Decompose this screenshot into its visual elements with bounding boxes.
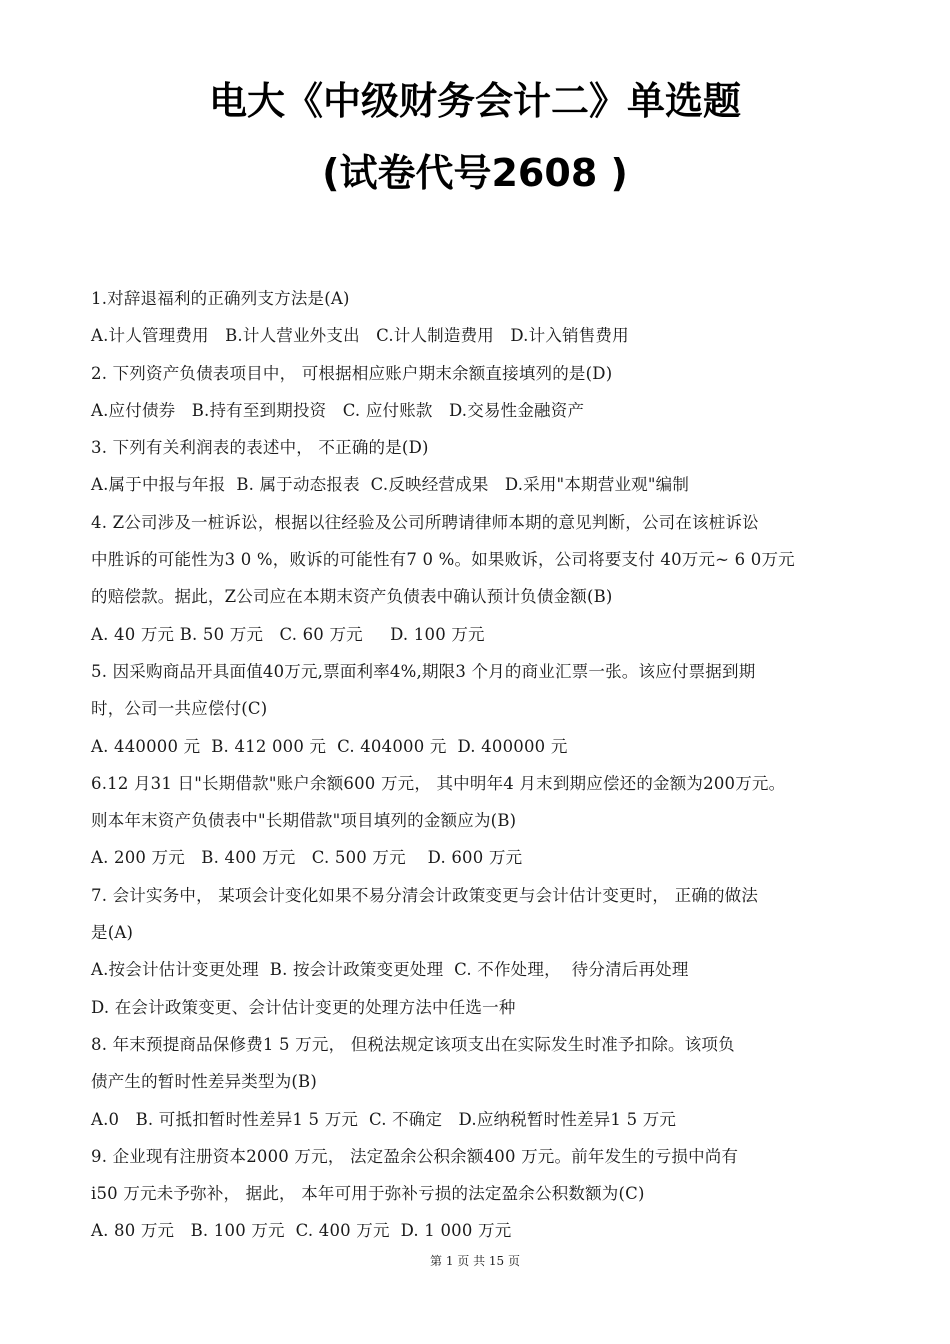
text-line: A.按会计估计变更处理 B. 按会计政策变更处理 C. 不作处理， 待分清后再处理 <box>91 960 689 980</box>
text-line: A. 440000 元 B. 412 000 元 C. 404000 元 D. 400000 元 <box>91 736 568 756</box>
text-line: A. 80 万元 B. 100 万元 C. 400 万元 D. 1 000 万元 <box>91 1221 512 1241</box>
text-line: 中胜诉的可能性为3 0 %，败诉的可能性有7 0 %。如果败诉，公司将要支付 40万元~ 6 0万元 <box>91 550 795 570</box>
text-line: A. 200 万元 B. 400 万元 C. 500 万元 D. 600 万元 <box>91 848 523 868</box>
text-line: 债产生的暂时性差异类型为(B) <box>91 1072 317 1092</box>
text-line: 1.对辞退福利的正确列支方法是(A) <box>91 289 350 308</box>
text-line: i50 万元未予弥补， 据此， 本年可用于弥补亏损的法定盈余公积数额为(C) <box>91 1184 645 1204</box>
document-subtitle: (试卷代号2608 ) <box>322 151 628 195</box>
text-line: 3. 下列有关利润表的表述中， 不正确的是(D) <box>91 438 429 458</box>
text-line: 8. 年末预提商品保修费1 5 万元， 但税法规定该项支出在实际发生时准予扣除。该项负 <box>91 1034 735 1054</box>
text-line: 则本年末资产负债表中"长期借款"项目填列的金额应为(B) <box>91 811 517 831</box>
text-line: 的赔偿款。据此，Z公司应在本期末资产负债表中确认预计负债金额(B) <box>91 587 613 607</box>
document-title: 电大《中级财务会计二》单选题 <box>208 79 741 123</box>
text-line: D. 在会计政策变更、会计估计变更的处理方法中任选一种 <box>91 997 516 1017</box>
text-line: 6.12 月31 日"长期借款"账户余额600 万元， 其中明年4 月末到期应偿还的金额为200万元。 <box>91 773 786 793</box>
text-line: 9. 企业现有注册资本2000 万元， 法定盈余公积余额400 万元。前年发生的亏损中尚有 <box>91 1146 739 1166</box>
page-footer: 第 1 页 共 15 页 <box>430 1254 520 1268</box>
text-line: A.0 B. 可抵扣暂时性差异1 5 万元 C. 不确定 D.应纳税暂时性差异1 5 万元 <box>91 1109 677 1129</box>
text-line: A. 40 万元 B. 50 万元 C. 60 万元 D. 100 万元 <box>91 624 485 644</box>
text-line: 4. Z公司涉及一桩诉讼，根据以往经验及公司所聘请律师本期的意见判断，公司在该桩诉讼 <box>91 512 759 532</box>
text-line: 7. 会计实务中， 某项会计变化如果不易分清会计政策变更与会计估计变更时， 正确的做法 <box>91 885 759 905</box>
text-line: A.应付债券 B.持有至到期投资 C. 应付账款 D.交易性金融资产 <box>91 400 585 420</box>
text-line: A.计人管理费用 B.计人营业外支出 C.计人制造费用 D.计入销售费用 <box>91 326 629 346</box>
text-line: 5. 因采购商品开具面值40万元,票面利率4%,期限3 个月的商业汇票一张。该应付票据到期 <box>91 661 756 681</box>
question-list <box>91 280 871 1250</box>
text-line: 2. 下列资产负债表项目中， 可根据相应账户期末余额直接填列的是(D) <box>91 363 613 383</box>
text-line: A.属于中报与年报 B. 属于动态报表 C.反映经营成果 D.采用"本期营业观"编制 <box>91 475 690 495</box>
text-line: 是(A) <box>91 923 134 943</box>
text-line: 时，公司一共应偿付(C) <box>91 699 268 719</box>
